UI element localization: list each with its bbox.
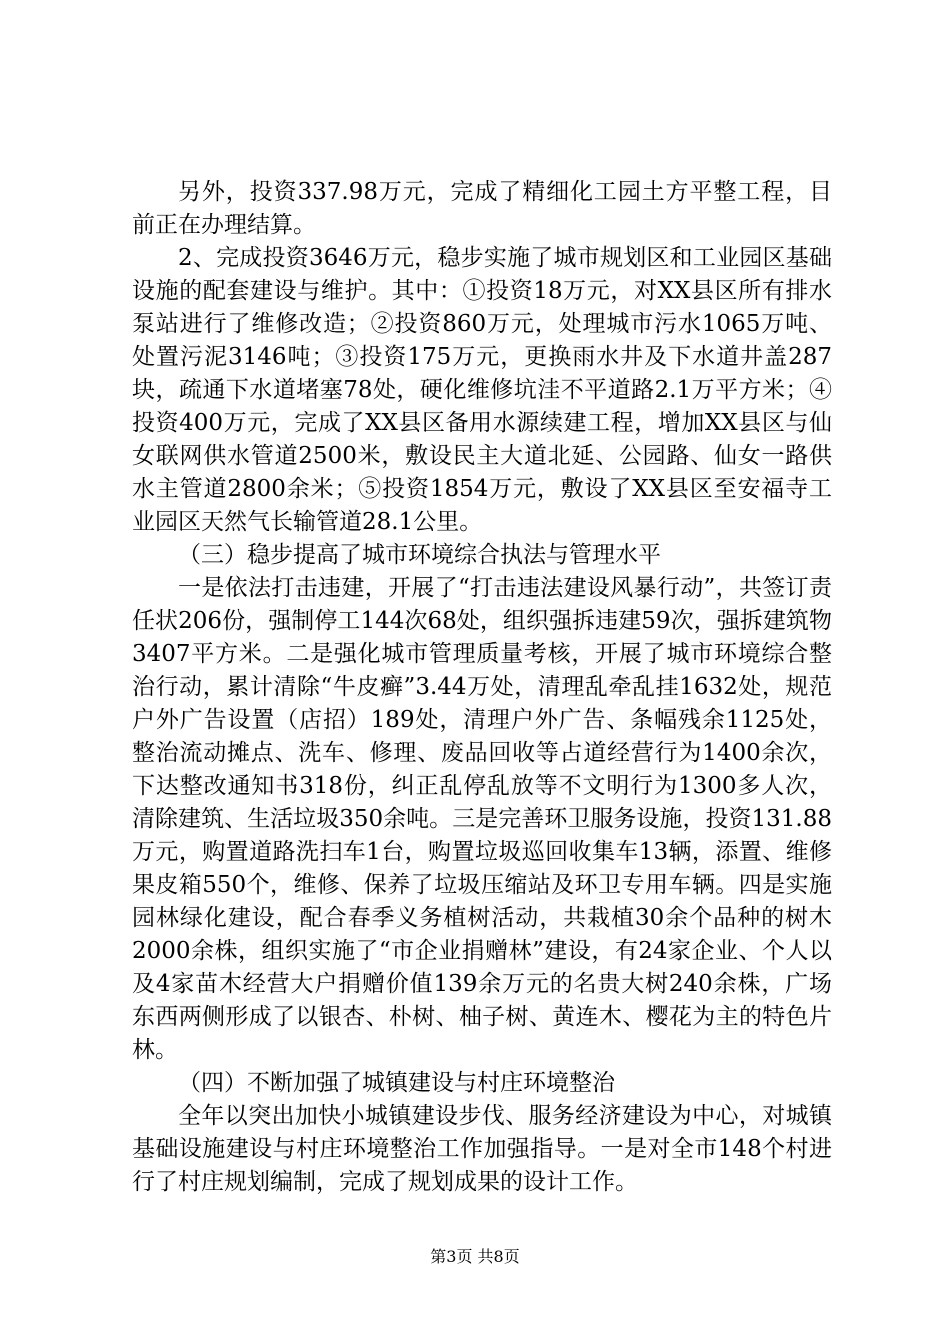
paragraph-town-construction: 全年以突出加快小城镇建设步伐、服务经济建设为中心，对城镇基础设施建设与村庄环境整治工作加强指导。一是对全市148个村进行了村庄规划编制，完成了规划成果的设计工作。 [132, 1103, 832, 1195]
paragraph-infrastructure: 2、完成投资3646万元，稳步实施了城市规划区和工业园区基础设施的配套建设与维护。其中：①投资18万元，对XX县区所有排水泵站进行了维修改造；②投资860万元，处理城市污水1065万吨、处置污泥3146吨；③投资175万元，更换雨水井及下水道井盖287块，疏通下水道堵塞78处，硬化维修坑洼不平道路2.1万平方米；④投资400万元，完成了XX县区备用水源续建工程，增加XX县区与仙女联网供水管道2500米，敷设民主大道北延、公园路、仙女一路供水主管道2800余米；⑤投资1854万元，敷设了XX县区至安福寺工业园区天然气长输管道28.1公里。 [132, 245, 832, 535]
section-heading-3: （三）稳步提高了城市环境综合执法与管理水平 [178, 542, 661, 568]
paragraph-city-management: 一是依法打击违建，开展了“打击违法建设风暴行动”，共签订责任状206份，强制停工144次68处，组织强拆违建59次，强拆建筑物3407平方米。二是强化城市管理质量考核，开展了城市环境综合整治行动，累计清除“牛皮癣”3.44万处，清理乱牵乱挂1632处，规范户外广告设置（店招）189处，清理户外广告、条幅残余1125处，整治流动摊点、洗车、修理、废品回收等占道经营行为1400余次，下达整改通知书318份，纠正乱停乱放等不文明行为1300多人次，清除建筑、生活垃圾350余吨。三是完善环卫服务设施，投资131.88万元，购置道路洗扫车1台，购置垃圾巡回收集车13辆，添置、维修果皮箱550个，维修、保养了垃圾压缩站及环卫专用车辆。四是实施园林绿化建设，配合春季义务植树活动，共栽植30余个品种的树木2000余株，组织实施了“市企业捐赠林”建设，有24家企业、个人以及4家苗木经营大户捐赠价值139余万元的名贵大树240余株，广场东西两侧形成了以银杏、朴树、柚子树、黄连木、樱花为主的特色片林。 [132, 575, 832, 1063]
section-heading-4: （四）不断加强了城镇建设与村庄环境整治 [178, 1070, 615, 1096]
document-body [132, 176, 832, 1199]
paragraph-investment-earthworks: 另外，投资337.98万元，完成了精细化工园土方平整工程，目前正在办理结算。 [132, 179, 832, 238]
page-number-footer: 第3页 共8页 [430, 1247, 520, 1266]
